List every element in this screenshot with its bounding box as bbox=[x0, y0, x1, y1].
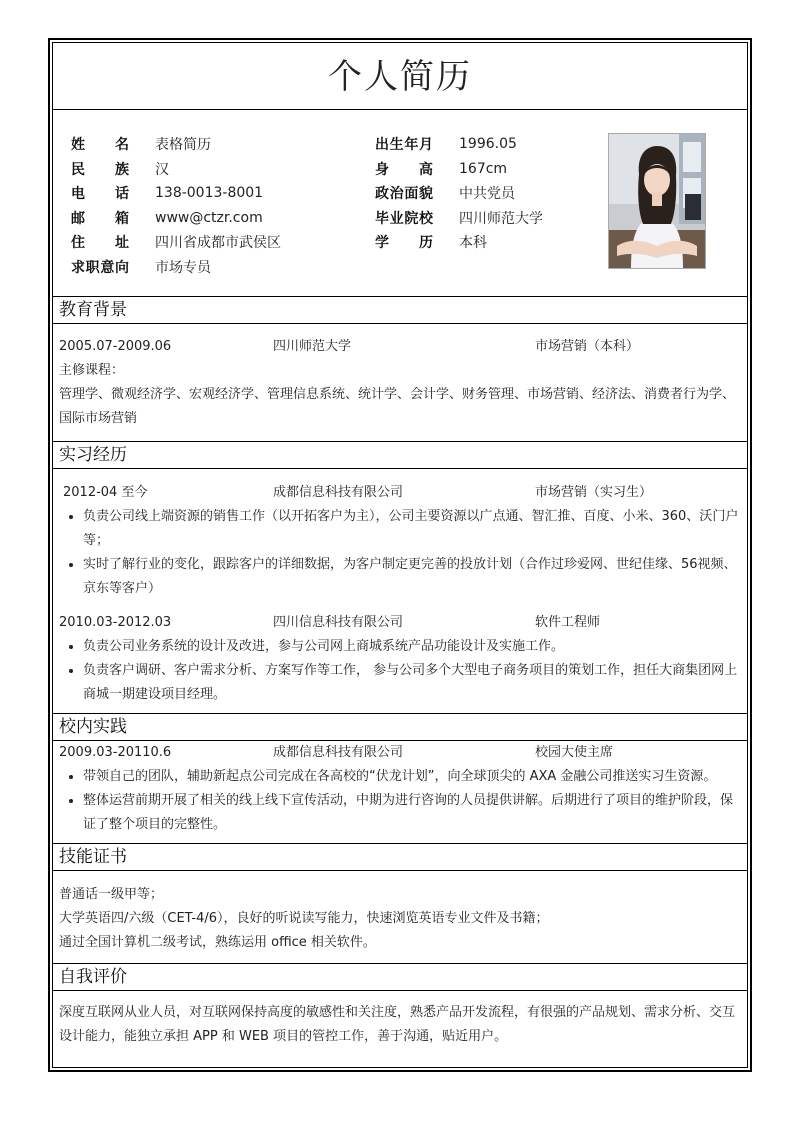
education-entry bbox=[59, 335, 739, 359]
list-item: • 负责公司线上端资源的销售工作（以开拓客户为主），公司主要资源以广点通、智汇推、百度、小米、360、沃门户等； bbox=[83, 505, 739, 553]
internship-entry-2 bbox=[59, 611, 739, 635]
education-period: 2005.07-2009.06 bbox=[59, 339, 172, 354]
campus-role: 校园大使主席 bbox=[535, 745, 614, 760]
internship-company: 四川信息科技有限公司 bbox=[273, 615, 404, 630]
profile-row-birth: 出生年月 1996.05 bbox=[375, 136, 517, 154]
profile-row-ethnicity: 民族 汉 bbox=[71, 161, 169, 178]
profile-right-column bbox=[375, 132, 543, 255]
profile-section bbox=[53, 110, 747, 297]
courses-text: 管理学、微观经济学、宏观经济学、管理信息系统、统计学、会计学、财务管理、市场营销、经济法、消费者行为学、国际市场营销 bbox=[59, 387, 736, 426]
profile-row-degree: 学历 本科 bbox=[375, 235, 487, 252]
list-item: • 实时了解行业的变化，跟踪客户的详细数据，为客户制定更完善的投放计划（合作过珍爱网、世纪佳缘、56视频、京东等客户） bbox=[83, 553, 739, 601]
internship-company: 成都信息科技有限公司 bbox=[273, 485, 404, 500]
profile-row-address: 住址 四川省成都市武侯区 bbox=[71, 235, 281, 252]
internship-bullets-1 bbox=[59, 505, 739, 601]
internship-bullets-2 bbox=[59, 635, 739, 707]
campus-period: 2009.03-20110.6 bbox=[59, 745, 172, 760]
campus-heading: 校内实践 bbox=[53, 713, 747, 741]
internship-heading: 实习经历 bbox=[53, 441, 747, 469]
profile-row-email: 邮箱 www@ctzr.com bbox=[71, 209, 263, 227]
internship-entry-1 bbox=[59, 481, 739, 505]
skills-heading: 技能证书 bbox=[53, 843, 747, 871]
resume-inner bbox=[52, 42, 748, 1068]
campus-company: 成都信息科技有限公司 bbox=[273, 745, 404, 760]
profile-row-political: 政治面貌 中共党员 bbox=[375, 186, 515, 203]
internship-period: 2010.03-2012.03 bbox=[59, 615, 172, 630]
courses-label: 主修课程： bbox=[59, 363, 125, 378]
profile-left-column bbox=[71, 132, 281, 279]
list-item: • 整体运营前期开展了相关的线上线下宣传活动，中期为进行咨询的人员提供讲解。后期进行了项目的维护阶段，保证了整个项目的完整性。 bbox=[83, 789, 739, 837]
profile-row-phone: 电话 138-0013-8001 bbox=[71, 185, 264, 203]
campus-bullets bbox=[59, 765, 739, 837]
internship-role: 市场营销（实习生） bbox=[535, 485, 653, 500]
education-heading: 教育背景 bbox=[53, 297, 747, 324]
resume-frame bbox=[48, 38, 752, 1072]
internship-body bbox=[53, 469, 747, 713]
education-body bbox=[53, 324, 747, 441]
list-item: • 负责客户调研、客户需求分析、方案写作等工作， 参与公司多个大型电子商务项目的策划工作，担任大商集团网上商城一期建设项目经理。 bbox=[83, 659, 739, 707]
internship-role: 软件工程师 bbox=[535, 615, 601, 630]
skill-line: 普通话一级甲等； bbox=[59, 887, 164, 902]
profile-row-school: 毕业院校 四川师范大学 bbox=[375, 210, 543, 227]
self-eval-text: 深度互联网从业人员，对互联网保持高度的敏感性和关注度，熟悉产品开发流程，有很强的产品规划、需求分析、交互设计能力，能独立承担 APP 和 WEB 项目的管控工作，善于沟通，贴近用户。 bbox=[59, 1005, 736, 1044]
profile-row-height: 身高 167cm bbox=[375, 160, 508, 178]
education-school: 四川师范大学 bbox=[273, 339, 352, 354]
page-title: 个人简历 bbox=[53, 43, 747, 110]
campus-entry bbox=[59, 741, 739, 765]
list-item: • 带领自己的团队，辅助新起点公司完成在各高校的“伏龙计划”，向全球顶尖的 AXA 金融公司推送实习生资源。 bbox=[83, 765, 739, 789]
profile-photo bbox=[608, 133, 706, 269]
profile-row-objective: 求职意向 市场专员 bbox=[71, 259, 211, 276]
portrait-image bbox=[609, 134, 705, 268]
skill-line: 通过全国计算机二级考试，熟练运用 office 相关软件。 bbox=[59, 935, 376, 950]
self-eval-body bbox=[53, 991, 747, 1049]
list-item: • 负责公司业务系统的设计及改进，参与公司网上商城系统产品功能设计及实施工作。 bbox=[83, 635, 739, 659]
skills-body bbox=[53, 871, 747, 963]
skill-line: 大学英语四/六级（CET-4/6），良好的听说读写能力，快速浏览英语专业文件及书籍； bbox=[59, 911, 549, 926]
campus-body bbox=[53, 741, 747, 843]
internship-period: 2012-04 至今 bbox=[63, 485, 148, 500]
education-major: 市场营销（本科） bbox=[535, 339, 640, 354]
profile-row-name: 姓名 表格简历 bbox=[71, 137, 211, 154]
self-eval-heading: 自我评价 bbox=[53, 963, 747, 991]
